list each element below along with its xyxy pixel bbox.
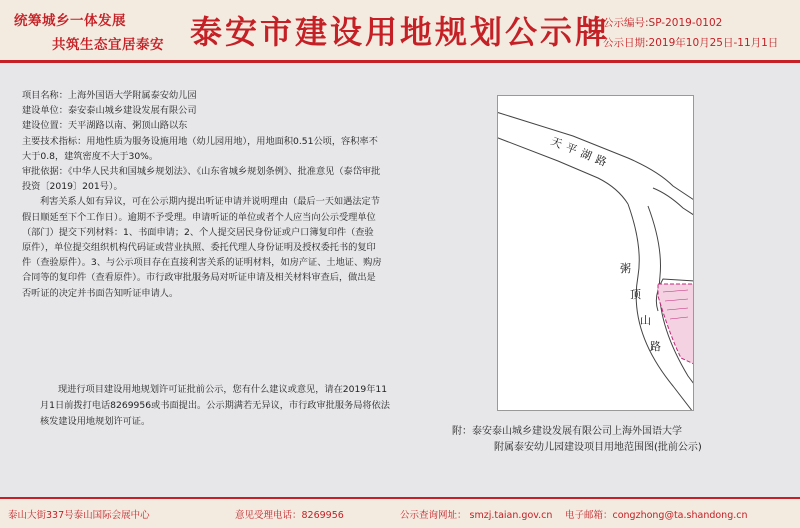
footer-phone: 意见受理电话：8269956 (235, 510, 344, 521)
footer-bar (0, 497, 800, 528)
header-divider (0, 60, 800, 63)
technical-indicators: 主要技术指标：用地性质为服务设施用地（幼儿园用地），用地面积0.51公顷，容积率不大于0.8，建筑密度不大于30%。 (22, 135, 378, 162)
project-site-boundary (658, 284, 694, 364)
public-notice-text: 现进行项目建设用地规划许可证批前公示，您有什么建议或意见，请在2019年11月1日前拨打电话8269956或书面提出。公示期满若无异议，市行政审批服务局将依法核发建设用地规划许可证。 (40, 384, 390, 427)
road-label-zhoudingshan (620, 261, 661, 353)
hearing-instructions: 利害关系人如有异议，可在公示期内提出听证申请并说明理由（最后一天如遇法定节假日顺延至下个工作日）。逾期不予受理。申请听证的单位或者个人应当向公示受理单位（部门）提交下列材料：1、书面申请；2、个人提交居民身份证或户口簿复印件（查验原件），单位提交组织机构代码证或营业执照、委托代理人身份证明及授权委托书的复印件（查验原件）。3、与公示项目存在直接利害关系的证明材料，如房产证、土地证、购房合同等的复印件（查看原件）。市行政审批服务局对听证申请及相关材料审查后，做出是否听证的决定并书面告知听证申请人。 (22, 196, 382, 299)
map-caption-line-1: 附：泰安泰山城乡建设发展有限公司上海外国语大学 (452, 426, 682, 437)
road-label-tianpinghu: 天平湖路 (548, 134, 614, 171)
map-caption-line-2: 附属泰安幼儿园建设项目用地范围图(批前公示) (494, 442, 702, 453)
site-map-drawing (498, 96, 694, 411)
construction-unit: 建设单位：泰安泰山城乡建设发展有限公司 (22, 105, 197, 117)
footer-website[interactable]: 公示查询网址： smzj.taian.gov.cn (400, 510, 553, 521)
site-map (497, 95, 694, 411)
road-label-char: 路 (650, 340, 661, 353)
slogan-line-1: 统筹城乡一体发展 (14, 13, 126, 29)
page-title: 泰安市建设用地规划公示牌 (190, 13, 611, 51)
plot-corner-edge (653, 188, 694, 221)
slogan-line-2: 共筑生态宜居泰安 (52, 37, 164, 53)
header-bar (0, 0, 800, 62)
project-name: 项目名称：上海外国语大学附属泰安幼儿园 (22, 90, 197, 101)
construction-location: 建设位置：天平湖路以南、粥顶山路以东 (22, 120, 188, 132)
notice-date: 公示日期:2019年10月25日-11月1日 (603, 37, 779, 49)
project-info (22, 88, 382, 301)
notice-number: 公示编号:SP-2019-0102 (603, 17, 723, 29)
road-label-char: 山 (640, 314, 651, 327)
road-label-char: 顶 (630, 288, 641, 301)
footer-email[interactable]: 电子邮箱：congzhong@ta.shandong.cn (565, 510, 748, 521)
footer-address: 泰山大街337号泰山国际会展中心 (8, 510, 150, 521)
approval-basis: 审批依据：《中华人民共和国城乡规划法》、《山东省城乡规划条例》、批准意见（泰岱审批投资〔2019〕201号）。 (22, 166, 381, 193)
footer-divider (0, 497, 800, 499)
map-caption (452, 424, 792, 456)
road-label-char: 粥 (620, 262, 631, 275)
